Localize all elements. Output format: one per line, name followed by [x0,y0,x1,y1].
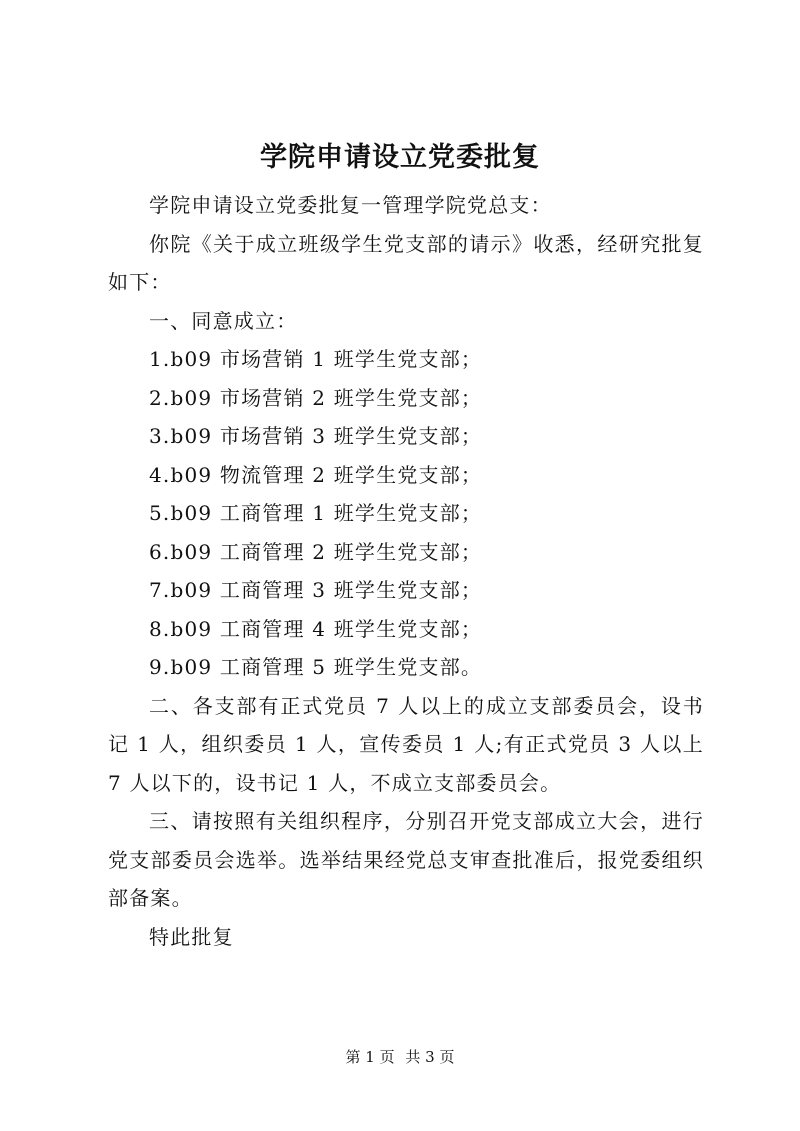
list-item: 2.b09 市场营销 2 班学生党支部； [149,385,483,410]
closing-line: 特此批复 [149,924,234,949]
page-footer [0,1047,800,1067]
list-item: 3.b09 市场营销 3 班学生党支部； [149,424,483,448]
section-one-heading: 一、同意成立： [149,308,298,333]
list-item: 5.b09 工商管理 1 班学生党支部； [149,501,483,525]
section-two-paragraph: 二、各支部有正式党员 7 人以上的成立支部委员会，设书记 1 人，组织委员 1 人，宣传委员 1 人;有正式党员 3 人以上 7 人以下的，设书记 1 人，不成立支部委员会。 [108,693,704,795]
list-item: 4.b09 物流管理 2 班学生党支部； [149,462,483,487]
document-title: 学院申请设立党委批复 [260,142,540,173]
list-item: 9.b09 工商管理 5 班学生党支部。 [149,655,483,679]
list-item: 7.b09 工商管理 3 班学生党支部； [149,578,483,602]
salutation: 学院申请设立党委批复一管理学院党总支： [149,193,552,217]
intro-paragraph: 你院《关于成立班级学生党支部的请示》收悉，经研究批复如下： [108,231,704,294]
document-body [108,186,704,956]
page-number: 第 1 页 [345,1048,395,1066]
page-total: 共 3 页 [405,1048,455,1066]
section-three-paragraph: 三、请按照有关组织程序，分别召开党支部成立大会，进行党支部委员会选举。选举结果经党总支审查批准后，报党委组织部备案。 [108,809,704,910]
list-item: 6.b09 工商管理 2 班学生党支部； [149,539,483,564]
list-item: 8.b09 工商管理 4 班学生党支部； [149,616,483,641]
list-item: 1.b09 市场营销 1 班学生党支部； [149,347,483,371]
